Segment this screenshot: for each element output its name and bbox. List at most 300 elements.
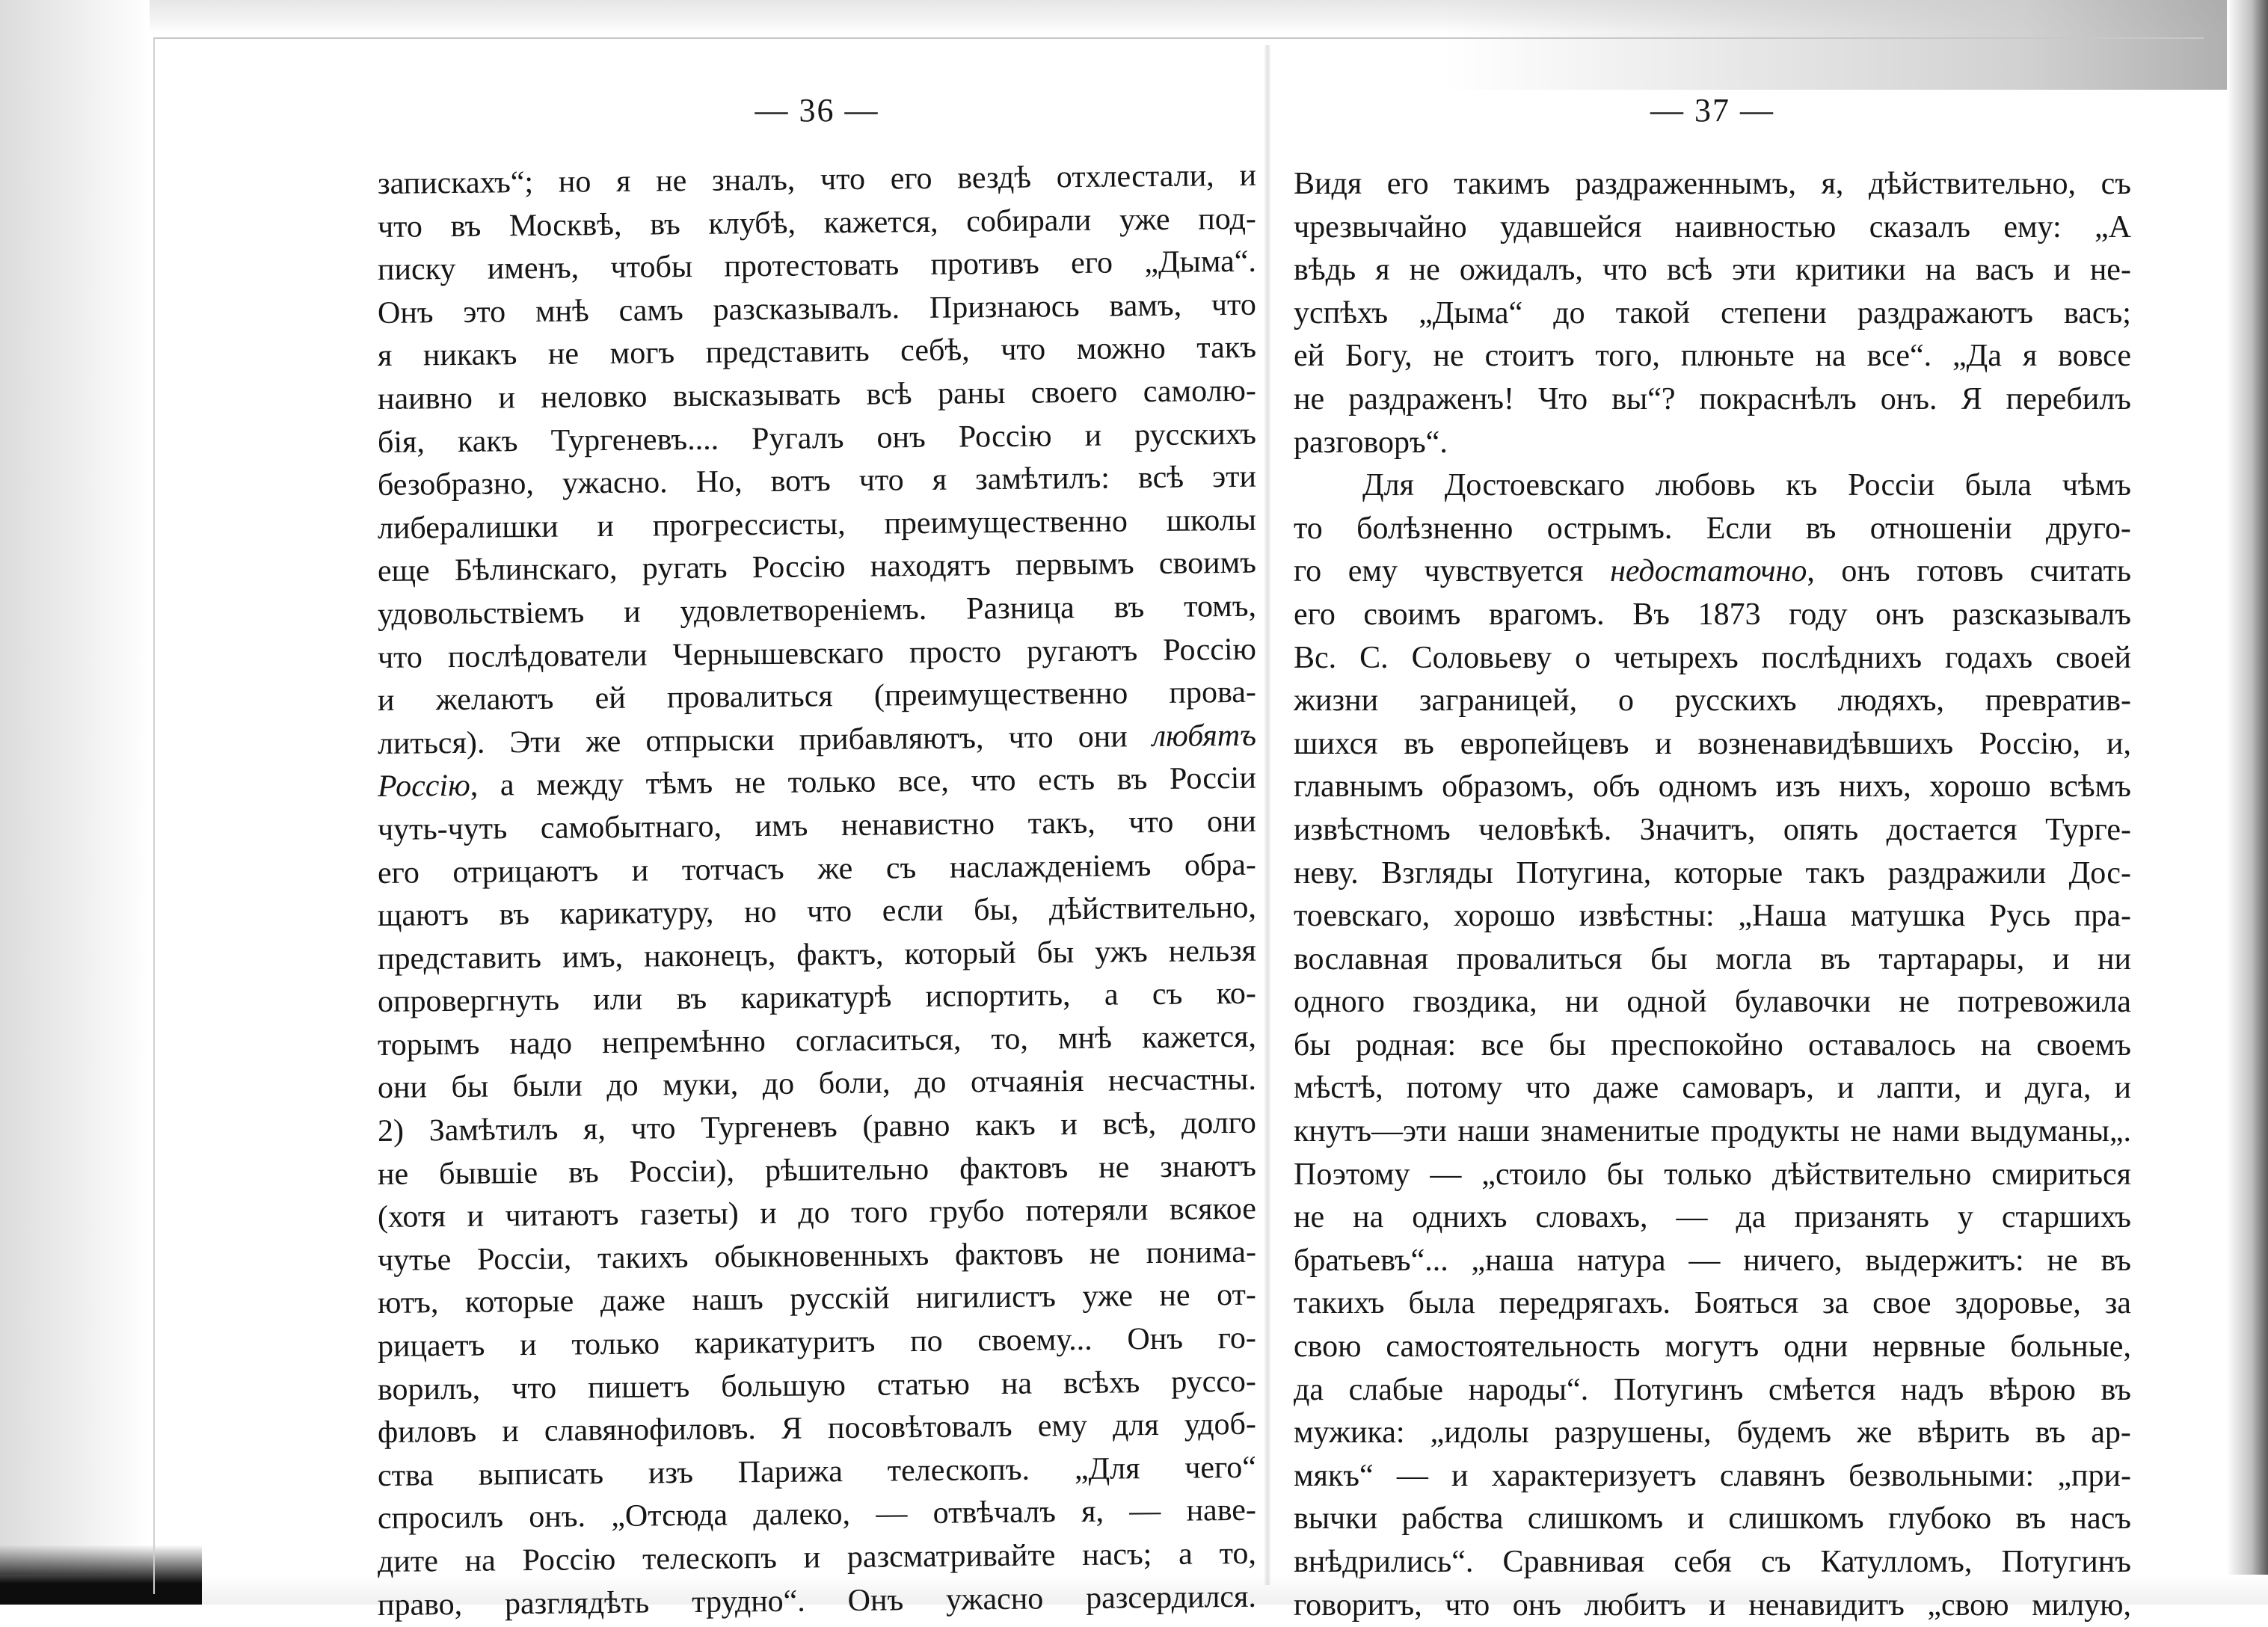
word: у	[1957, 1200, 1973, 1235]
word: возненавидѣвшихъ	[1697, 726, 1954, 761]
word: бія,	[377, 424, 425, 460]
word: Но,	[695, 464, 743, 500]
word: бывшіе	[438, 1155, 538, 1191]
word: есть	[1038, 763, 1095, 798]
word: го	[1294, 554, 1322, 589]
word: друго-	[2045, 511, 2131, 546]
word: свою	[1294, 1329, 1362, 1365]
word: чѣмъ	[2062, 468, 2131, 503]
word: даже	[1594, 1071, 1659, 1106]
word: ужасно.	[562, 465, 668, 501]
word: его	[377, 855, 420, 891]
word: не	[655, 164, 687, 199]
word: бы	[1036, 935, 1075, 971]
word: Поэтому	[1294, 1157, 1410, 1192]
text-line	[1294, 895, 2131, 938]
word: все	[1481, 1027, 1524, 1062]
word: испортить,	[925, 978, 1071, 1015]
word: въ	[2100, 1372, 2131, 1407]
word: онъ	[1841, 554, 1890, 589]
word: любовь	[1655, 468, 1756, 503]
text-line	[1294, 981, 2131, 1024]
word: все“.	[1866, 339, 1932, 374]
word: всѣхъ	[1063, 1365, 1140, 1400]
word: посовѣтовалъ	[827, 1409, 1012, 1446]
word: карикатуру,	[559, 895, 714, 932]
word: оставалось	[1808, 1027, 1956, 1062]
word: въ	[2015, 1501, 2047, 1537]
text-line	[1294, 594, 2131, 637]
word: Значитъ,	[1639, 812, 1756, 847]
word: слабые	[1348, 1372, 1444, 1407]
word: Я	[1961, 381, 1982, 416]
word: призанять	[1794, 1200, 1929, 1235]
word: самостоятельность	[1386, 1329, 1641, 1365]
word: разрушены,	[1554, 1415, 1712, 1451]
word: „стоило	[1481, 1157, 1587, 1192]
word: на	[1001, 1366, 1033, 1401]
word: и	[631, 853, 649, 888]
word: продукты	[1710, 1114, 1840, 1149]
word: славянъ	[1719, 1458, 1825, 1493]
text-line	[1294, 292, 2131, 336]
word: вѣрою	[1988, 1372, 2076, 1407]
word: наивностью	[1674, 209, 1837, 244]
word: Бояться	[1694, 1286, 1799, 1321]
word: карикатурѣ	[740, 979, 892, 1016]
word: ничего,	[1743, 1243, 1843, 1278]
word: европейцевъ	[1460, 726, 1629, 761]
word: готовъ	[1917, 554, 2004, 589]
word: не	[1159, 1279, 1190, 1314]
word: людяхъ,	[1837, 683, 1944, 719]
page-text	[1294, 163, 2131, 1627]
word: вославная	[1294, 941, 1429, 976]
word: четырехъ	[1614, 640, 1739, 675]
word: и	[759, 1196, 777, 1231]
word: ужасно	[945, 1581, 1044, 1617]
text-line	[1294, 1067, 2131, 1110]
word: чуть-чуть	[377, 811, 508, 847]
word: врагомъ.	[1488, 597, 1605, 632]
text-line	[1294, 852, 2131, 896]
word: ругаютъ	[1026, 633, 1138, 669]
word: ему	[1347, 554, 1398, 589]
word: желаютъ	[435, 681, 554, 718]
word: раздраженъ!	[1348, 381, 1514, 416]
word: прибавляютъ,	[799, 720, 984, 757]
word: если	[882, 893, 944, 929]
word: школы	[1166, 502, 1257, 538]
text-line	[1294, 1282, 2131, 1326]
word: томъ,	[1183, 588, 1257, 624]
word: его	[1070, 245, 1113, 281]
word: рѣшительно	[764, 1151, 929, 1188]
word: надъ	[1901, 1372, 1964, 1407]
word: что	[1008, 720, 1054, 755]
word: не	[2047, 1243, 2078, 1278]
word: могла	[1715, 941, 1792, 976]
word: Россію	[752, 550, 846, 585]
word: под-	[1198, 201, 1257, 237]
word: тартарары,	[1878, 941, 2025, 976]
word: слишкомъ	[1527, 1501, 1664, 1537]
word: ужъ	[1094, 934, 1149, 970]
word: эти	[1211, 459, 1257, 495]
word: Онъ	[377, 295, 434, 330]
word: просто	[909, 634, 1002, 670]
word: уже	[1082, 1279, 1134, 1314]
word: ни	[2097, 941, 2131, 976]
word: въ	[676, 982, 707, 1017]
word: зналъ,	[711, 162, 796, 198]
word: щаютъ	[377, 897, 470, 934]
word: потревожила	[1957, 985, 2131, 1020]
word: кажется,	[823, 204, 938, 240]
word: и	[623, 594, 641, 630]
word: писку	[377, 252, 456, 288]
word: и	[2114, 1071, 2131, 1106]
text-line	[1294, 508, 2131, 551]
word: и	[2052, 941, 2070, 976]
word: что	[1128, 805, 1174, 840]
word: неву.	[1294, 855, 1359, 891]
word: нами	[1892, 1114, 1960, 1149]
word: удоб-	[1184, 1406, 1257, 1442]
word: и	[502, 1414, 519, 1449]
word: годахъ	[1945, 640, 2033, 675]
word: своимъ	[1158, 546, 1257, 582]
word: дуга,	[2024, 1071, 2092, 1106]
word: представить	[705, 334, 870, 371]
word: любятъ	[1152, 718, 1257, 754]
word: того,	[1595, 339, 1660, 374]
word: опровергнуть	[377, 982, 560, 1020]
word: Чернышевскаго	[672, 636, 885, 672]
word: раздражаютъ	[1857, 295, 2033, 330]
word: го-	[1217, 1320, 1257, 1356]
word: вы“?	[1611, 381, 1676, 416]
word: въ	[1404, 726, 1434, 761]
word: самоваръ,	[1682, 1071, 1814, 1106]
word: такихъ	[597, 1240, 689, 1276]
word: онъ.	[529, 1499, 586, 1535]
word: ожидалъ,	[1459, 253, 1583, 288]
text-line	[378, 585, 1256, 637]
text-line	[1294, 1541, 2131, 1584]
word: одни	[1783, 1329, 1848, 1365]
word: спросилъ	[377, 1500, 504, 1537]
word: „при-	[2057, 1458, 2131, 1493]
word: глубоко	[1887, 1501, 1992, 1537]
word: ей	[1294, 339, 1325, 374]
word: бы	[1294, 1027, 1331, 1062]
word: нервные	[1872, 1329, 1986, 1365]
word: Вс.	[1294, 640, 1337, 675]
word: не	[1098, 1150, 1130, 1185]
word: не	[1294, 381, 1325, 416]
word: и	[2053, 253, 2071, 288]
word: бы,	[973, 892, 1019, 928]
word: —	[1676, 1200, 1708, 1235]
word: и	[803, 1540, 821, 1575]
word: въ	[1805, 511, 1837, 546]
word: преспокойно	[1611, 1027, 1783, 1062]
page-number: — 37 —	[1650, 92, 1774, 129]
word: ар-	[2091, 1415, 2131, 1451]
word: разсердился.	[1085, 1579, 1257, 1616]
word: острымъ.	[1546, 511, 1673, 546]
word: его	[1294, 597, 1336, 632]
word: и	[377, 683, 395, 719]
word: либералишки	[377, 509, 559, 546]
word: ей	[594, 680, 626, 716]
word: который	[904, 935, 1016, 971]
word: „Наша	[1738, 899, 1828, 934]
word: болѣзненно	[1356, 511, 1513, 546]
word: чрезвычайно	[1294, 209, 1467, 244]
text-line	[1294, 206, 2131, 250]
word: раздражили	[1887, 855, 2047, 891]
word: Я	[781, 1411, 803, 1447]
word: стоитъ	[1484, 339, 1575, 374]
text-line	[1294, 163, 2131, 206]
word: Турге-	[2045, 812, 2131, 847]
word: пра-	[2074, 899, 2131, 934]
word: плюньте	[1680, 339, 1795, 374]
word: я	[377, 339, 393, 374]
word: и	[1060, 1107, 1078, 1142]
word: русскій	[789, 1281, 890, 1317]
word: до	[798, 1196, 830, 1231]
text-line	[1294, 1412, 2131, 1455]
word: замѣтилъ:	[974, 461, 1110, 497]
word: отпрыски	[645, 722, 775, 759]
word: тотчасъ	[681, 852, 784, 888]
word: нашъ	[692, 1282, 763, 1318]
word: бы	[1549, 1027, 1586, 1062]
word: „Дыма“	[1419, 295, 1523, 330]
word: отвѣчалъ	[932, 1495, 1057, 1531]
word: съ	[1152, 976, 1183, 1012]
word: „идолы	[1430, 1415, 1529, 1451]
word: въ	[2035, 1415, 2066, 1451]
word: Замѣтилъ	[428, 1112, 559, 1148]
word: боли,	[818, 1065, 891, 1101]
word: такихъ	[1294, 1286, 1385, 1321]
word: послѣдователи	[447, 638, 648, 674]
word: своимъ	[1363, 597, 1461, 632]
word: между	[536, 767, 624, 803]
word: безобразно,	[377, 467, 535, 503]
word: „Для	[1074, 1451, 1140, 1486]
word: матушка	[1850, 899, 1966, 934]
word: своего	[1030, 375, 1118, 410]
word: муки,	[663, 1067, 739, 1103]
word: потеряли	[1025, 1193, 1149, 1228]
word: для	[1112, 1408, 1159, 1443]
word: шихся	[1294, 726, 1378, 761]
text-line	[1294, 1110, 2131, 1154]
word: опять	[1783, 812, 1859, 847]
word: но	[558, 164, 591, 200]
word: еще	[377, 553, 430, 589]
word: грубо	[929, 1194, 1005, 1230]
word: говоритъ,	[1294, 1587, 1422, 1623]
word: старшихъ	[2001, 1200, 2131, 1235]
word: онъ	[1512, 1587, 1561, 1623]
word: мякъ“	[1294, 1458, 1374, 1493]
word: превратив-	[1985, 683, 2131, 719]
word: Если	[1706, 511, 1772, 546]
word: какъ	[457, 423, 518, 459]
word: ства	[377, 1458, 434, 1493]
word: это	[463, 295, 506, 330]
word: да	[1736, 1200, 1766, 1235]
word: по	[909, 1323, 943, 1359]
word: (преимущественно	[873, 676, 1128, 713]
word: ему:	[2003, 209, 2062, 244]
word: Россію	[522, 1542, 616, 1578]
word: обра-	[1184, 847, 1257, 883]
word: 1873	[1697, 597, 1761, 632]
word: я	[1375, 253, 1390, 288]
word: Соловьеву	[1411, 640, 1552, 675]
word: рабства	[1401, 1501, 1504, 1537]
word: году	[1789, 597, 1848, 632]
word: наши	[1457, 1114, 1530, 1149]
word: 2)	[377, 1113, 405, 1149]
word: большую	[721, 1368, 846, 1404]
word: изъ	[648, 1455, 694, 1491]
text-line	[1294, 809, 2131, 852]
text-line	[1294, 680, 2131, 723]
word: Россіи),	[629, 1154, 735, 1190]
word: и	[519, 1327, 537, 1363]
word: газеты)	[639, 1196, 739, 1232]
word: же	[1857, 1415, 1893, 1451]
word: и	[1837, 1071, 1854, 1106]
word: чутье	[377, 1242, 452, 1278]
word: своемъ	[2036, 1027, 2131, 1062]
word: удовольствіемъ	[377, 595, 585, 632]
word: могутъ	[1665, 1329, 1760, 1365]
word: русскихъ	[1674, 683, 1797, 719]
word: „наша	[1471, 1243, 1555, 1278]
word: находятъ	[870, 548, 992, 585]
word: вамъ,	[1109, 288, 1182, 324]
word: внѣдрились“.	[1294, 1545, 1474, 1579]
word: отрицаютъ	[452, 853, 599, 890]
word: Видя	[1294, 167, 1362, 201]
word: Россіи,	[476, 1241, 572, 1277]
word: что	[1525, 1071, 1571, 1106]
word: бы	[1650, 941, 1688, 976]
word: тоевскаго,	[1294, 899, 1430, 934]
word: самобытнаго,	[540, 809, 722, 846]
word: степени	[1721, 295, 1827, 330]
word: выдержитъ:	[1865, 1243, 2024, 1278]
word: насъ;	[1081, 1537, 1152, 1572]
word: что	[971, 763, 1016, 799]
word: Тургеневъ....	[550, 422, 719, 458]
right-page	[1294, 0, 2131, 1623]
word: въ	[450, 209, 482, 244]
word: и	[467, 1199, 485, 1234]
word: Для	[1362, 468, 1414, 503]
word: Сравнивая	[1502, 1545, 1645, 1579]
word: заграницей,	[1419, 683, 1578, 719]
word: долго	[1181, 1105, 1257, 1141]
word: до	[1553, 295, 1585, 330]
text-line	[1294, 1455, 2131, 1498]
word: васъ;	[2064, 295, 2131, 330]
word: объ	[1593, 769, 1641, 805]
word: онъ	[876, 419, 926, 455]
word: бы	[451, 1070, 489, 1105]
word: не	[547, 336, 580, 372]
word: на	[464, 1543, 496, 1578]
word: такой	[1615, 295, 1691, 330]
word: мѣстѣ,	[1294, 1071, 1383, 1106]
word: русскихъ	[1134, 416, 1257, 452]
word: о	[1617, 683, 1634, 719]
word: за	[1822, 1286, 1849, 1321]
word: а	[500, 768, 514, 803]
word: съ	[2100, 167, 2131, 201]
word: выдуманы„.	[1970, 1114, 2131, 1149]
word: съ	[1760, 1545, 1792, 1579]
word: выписать	[478, 1456, 604, 1492]
word: кнутъ—эти	[1294, 1114, 1447, 1149]
word: такъ	[1196, 330, 1257, 366]
word: нигилистъ	[915, 1279, 1057, 1316]
word: Потугинъ	[1613, 1372, 1744, 1407]
word: смириться	[1991, 1157, 2131, 1192]
word: —	[1688, 1243, 1721, 1278]
word: и	[1655, 726, 1672, 761]
word: я,	[583, 1112, 606, 1147]
word: что	[806, 894, 852, 929]
word: вездѣ	[957, 160, 1032, 196]
word: и	[1451, 1458, 1469, 1493]
word: булавочки	[1734, 985, 1871, 1020]
word: я	[2022, 339, 2038, 374]
word: Признаюсь	[929, 289, 1080, 325]
word: была	[1964, 468, 2032, 503]
text-line	[1294, 464, 2131, 508]
word: первымъ	[1015, 547, 1134, 583]
word: себѣ,	[900, 333, 970, 369]
word: самъ	[618, 292, 683, 328]
word: того	[850, 1195, 909, 1231]
word: ему	[1037, 1409, 1088, 1444]
word: протестовать	[724, 247, 900, 284]
word: Ругалъ	[751, 420, 844, 456]
word: такъ	[1805, 855, 1866, 891]
word: не	[377, 1157, 409, 1192]
word: „Да	[1952, 339, 2002, 374]
word: и,	[2106, 726, 2131, 761]
text-line	[378, 155, 1256, 206]
word: жизни	[1294, 683, 1379, 719]
word: насъ	[2070, 1501, 2131, 1537]
word: человѣкѣ.	[1478, 812, 1612, 847]
word: карикатуритъ	[694, 1324, 876, 1361]
word: безвольными:	[1848, 1458, 2035, 1493]
word: главнымъ	[1294, 769, 1424, 805]
word: Россію	[1163, 632, 1257, 668]
